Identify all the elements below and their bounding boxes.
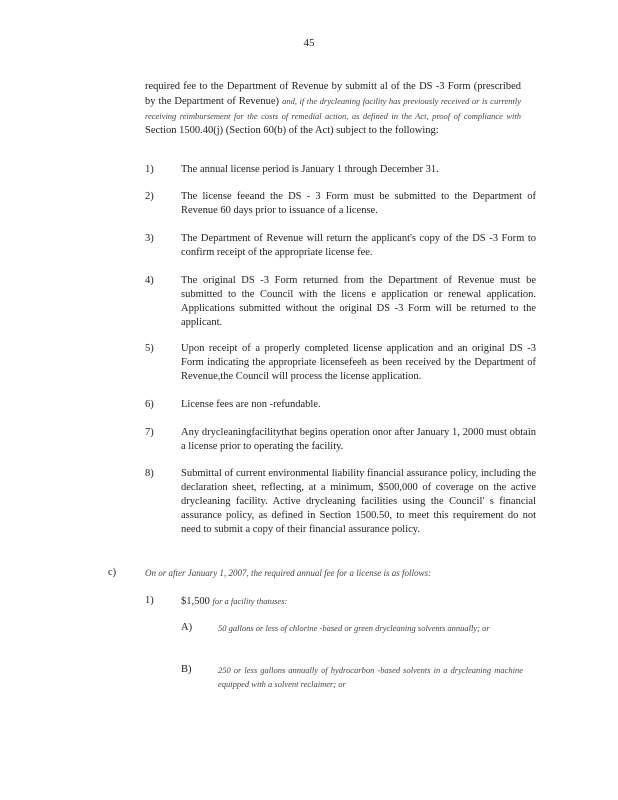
sub1-text: for a facility thatuses: — [212, 596, 288, 606]
item-6-number: 6) — [145, 399, 154, 410]
section-c-label: c) — [108, 567, 117, 578]
item-1-text: The annual license period is January 1 through December 31. — [181, 164, 439, 175]
item-7-number: 7) — [145, 427, 154, 438]
intro-text-italic: and, if the drycleaning facility has previously received or is currently receiving reimbursement for the costs of remedial action, as defined in the Act, proof of compliance with — [145, 96, 522, 121]
sub1-number: 1) — [145, 595, 154, 606]
section-c-text: On or after January 1, 2007, the required annual fee for a license is as follows: — [145, 568, 432, 578]
item-6-text: License fees are non -refundable. — [181, 399, 321, 410]
page-number: 45 — [303, 37, 315, 49]
item-7-text: Any drycleaningfacilitythat begins operation onor after January 1, 2000 must obtain a license prior to operating the facility. — [181, 427, 536, 452]
item-1-number: 1) — [145, 164, 154, 175]
item-4-text: The original DS -3 Form returned from the Department of Revenue must be submitted to the Council with the licens e application or renewal application. Applications submitted without the original DS -3 Form will be returned to the applicant. — [181, 275, 536, 328]
intro-text-part1: required fee to the Department of Revenue by submitt al of the DS -3 Form (prescribed by the Department of Revenue) — [145, 81, 521, 107]
item-2-number: 2) — [145, 191, 154, 202]
sub1-line — [181, 594, 521, 609]
subitem-a-label: A) — [181, 622, 193, 633]
subitem-b-text: 250 or less gallons annually of hydrocarbon -based solvents in a drycleaning machine equipped with a solvent reclaimer; or — [218, 665, 523, 689]
item-5-text: Upon receipt of a properly completed license application and an original DS -3 Form indicating the appropriate licensefeeh as been received by the Department of Revenue,the Council will process the license application. — [181, 343, 536, 382]
item-4-number: 4) — [145, 275, 154, 286]
item-3-number: 3) — [145, 233, 154, 244]
intro-paragraph — [145, 80, 521, 138]
item-3-text: The Department of Revenue will return the applicant's copy of the DS -3 Form to confirm receipt of the appropriate license fee. — [181, 233, 536, 258]
subitem-a-text: 50 gallons or less of chlorine -based or green drycleaning solvents annually; or — [218, 623, 490, 633]
item-2-text: The license feeand the DS - 3 Form must be submitted to the Department of Revenue 60 days prior to issuance of a license. — [181, 191, 536, 216]
item-8-text: Submittal of current environmental liability financial assurance policy, including the declaration sheet, reflecting, at a minimum, $500,000 of coverage on the active drycleaning facility. Active drycleaning facilities using the Council' s financial assurance policy, as defined in Section 1500.50, to meet this requirement do not need to submit a copy of their financial assurance policy. — [181, 468, 536, 535]
subitem-b-label: B) — [181, 664, 192, 675]
sub1-amount: $1,500 — [181, 596, 210, 607]
intro-text-part3: Section 1500.40(j) (Section 60(b) of the Act) subject to the following: — [145, 125, 439, 136]
item-5-number: 5) — [145, 343, 154, 354]
item-8-number: 8) — [145, 468, 154, 479]
